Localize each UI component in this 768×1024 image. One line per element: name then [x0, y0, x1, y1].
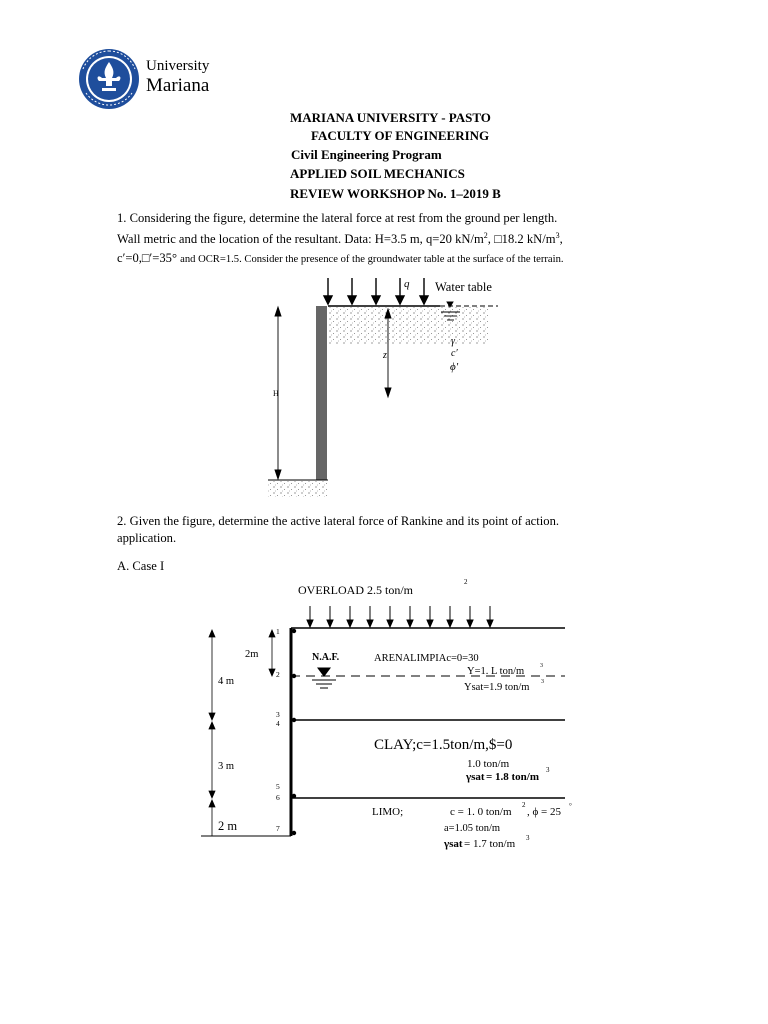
svg-text:1: 1 [276, 627, 280, 636]
header-workshop: REVIEW WORKSHOP No. 1–2019 B [290, 186, 501, 201]
layer3-c: c = 1. 0 ton/m [450, 806, 512, 818]
layer3-label: LIMO; [372, 806, 404, 818]
svg-text:6: 6 [276, 793, 280, 802]
svg-text:2: 2 [276, 670, 280, 679]
case-label: A. Case I [117, 559, 165, 573]
layer3-phi: , ϕ = 25 [527, 806, 561, 818]
svg-text:4: 4 [276, 719, 280, 728]
svg-text:3: 3 [276, 710, 280, 719]
label-c: c′ [451, 348, 458, 359]
label-water-table: Water table [435, 280, 492, 294]
point-numbers [276, 627, 280, 833]
overload-arrows [307, 606, 493, 627]
dim-2m: 2m [245, 649, 259, 660]
layer2-ysat-sup: 3 [546, 766, 550, 774]
dimension-arrows [209, 630, 275, 836]
svg-text:5: 5 [276, 782, 280, 791]
layer3-ysat-value: = 1.7 ton/m [464, 838, 516, 850]
label-gamma: γ [451, 336, 455, 347]
header-course: APPLIED SOIL MECHANICS [290, 166, 465, 181]
layer2-gamma: 1.0 ton/m [467, 758, 510, 770]
dim-2m-bottom: 2 m [218, 819, 238, 833]
label-phi: ϕ′ [450, 361, 459, 373]
layer3-c-sup: 2 [522, 801, 526, 809]
layer2-label: CLAY;c=1.5ton/m,$=0 [374, 737, 513, 753]
dim-4m: 4 m [218, 676, 235, 687]
layer1-ysat-sup: 3 [541, 679, 544, 685]
question-1-line-3: c′=0,□′=35° and OCR=1.5. Consider the presence of the groundwater table at the surface of the terrain. [117, 251, 564, 266]
layer1-label: ARENALIMPIAc=0=30 [374, 653, 479, 664]
overload-label: OVERLOAD 2.5 ton/m [298, 583, 413, 597]
layer3-ysat-label: γsat [444, 838, 463, 850]
layer1-gamma-sup: 3 [540, 663, 543, 669]
question-1-line-2: Wall metric and the location of the resultant. Data: H=3.5 m, q=20 $kN/m^2$, □18.2 $kN/m^3$, [117, 231, 563, 247]
logo-text-university: University [146, 58, 210, 74]
layer2-ysat-value: = 1.8 ton/m [486, 771, 540, 783]
question-1-line-1: 1. Considering the figure, determine the lateral force at rest from the ground per length. [117, 211, 558, 225]
naf-label: N.A.F. [312, 652, 340, 663]
logo-text-mariana: Mariana [146, 75, 210, 96]
overload-superscript: 2 [464, 578, 468, 586]
layer3-phi-sup: ° [569, 802, 572, 810]
label-q: q [404, 278, 410, 290]
question-2-line-1: 2. Given the figure, determine the active lateral force of Rankine and its point of action. [117, 514, 560, 528]
layer3-ysat-sup: 3 [526, 834, 530, 842]
question-2-line-2: application. [117, 531, 177, 545]
layer3-a: a=1.05 ton/m [444, 823, 501, 834]
header-faculty: FACULTY OF ENGINEERING [311, 128, 490, 143]
header-program: Civil Engineering Program [291, 147, 442, 162]
dim-3m: 3 m [218, 761, 235, 772]
svg-text:7: 7 [276, 824, 280, 833]
layer1-gamma: Y=1. L ton/m [467, 666, 525, 677]
header-university: MARIANA UNIVERSITY - PASTO [290, 110, 491, 125]
naf-water-table-icon [312, 668, 336, 688]
label-z: z [383, 350, 387, 361]
label-H: H [273, 389, 279, 398]
layer1-ysat: Ysat=1.9 ton/m [464, 682, 530, 693]
layer2-ysat-label: γsat [466, 771, 485, 783]
